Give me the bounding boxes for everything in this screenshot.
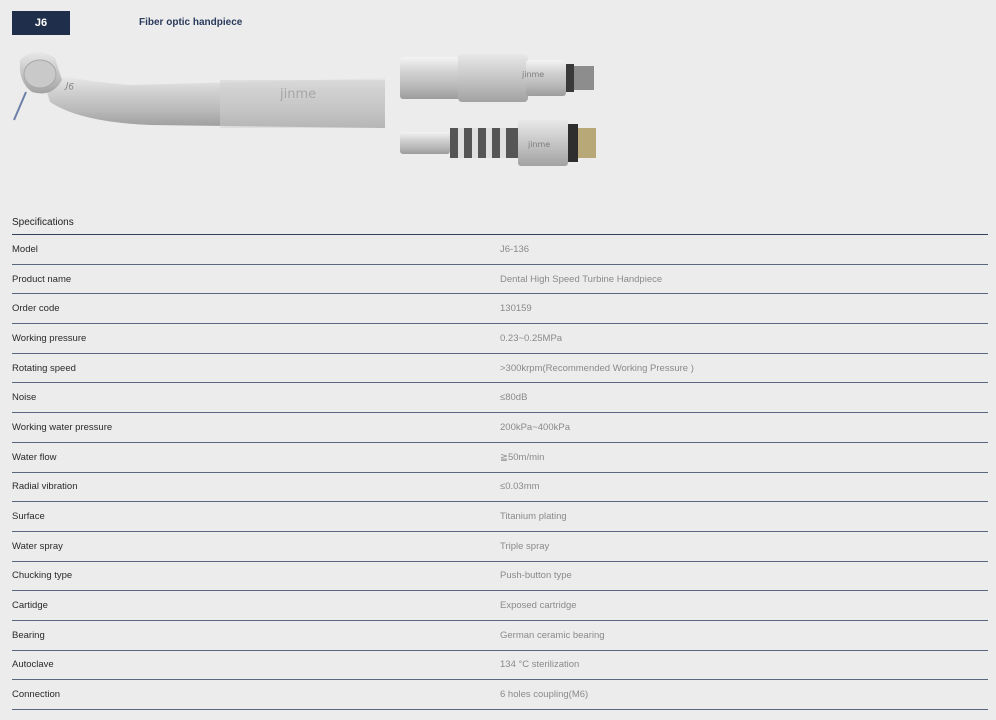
table-row	[12, 294, 988, 324]
spec-label: Cartidge	[12, 600, 48, 612]
table-row	[12, 621, 988, 651]
coupler-top	[400, 54, 594, 102]
spec-label: Working pressure	[12, 332, 87, 344]
spec-value: 134 °C sterilization	[500, 659, 580, 671]
handpiece-body	[14, 52, 385, 128]
spec-value: J6-136	[500, 243, 530, 255]
specifications-heading: Specifications	[12, 210, 988, 235]
spec-value: Triple spray	[500, 540, 550, 552]
spec-label: Noise	[12, 392, 37, 404]
table-row	[12, 562, 988, 592]
spec-value: 6 holes coupling(M6)	[500, 689, 589, 701]
table-row	[12, 473, 988, 503]
spec-label: Model	[12, 243, 38, 255]
model-badge	[12, 11, 70, 35]
model-badge-label: J6	[34, 17, 48, 29]
spec-label: Order code	[12, 303, 60, 315]
table-row	[12, 383, 988, 413]
spec-rows	[12, 235, 988, 710]
coupler-top-brand: jinme	[522, 70, 545, 79]
table-row	[12, 680, 988, 710]
spec-value: ≤80dB	[500, 392, 528, 404]
table-row	[12, 532, 988, 562]
handpiece-product-image	[10, 40, 610, 180]
spec-value: 130159	[500, 303, 532, 315]
table-row	[12, 443, 988, 473]
spec-value: ≧50m/min	[500, 451, 545, 463]
spec-value: Titanium plating	[500, 511, 567, 523]
spec-value: Dental High Speed Turbine Handpiece	[500, 273, 663, 285]
spec-label: Rotating speed	[12, 362, 76, 374]
table-row	[12, 354, 988, 384]
table-row	[12, 502, 988, 532]
spec-label: Autoclave	[12, 659, 54, 671]
table-row	[12, 265, 988, 295]
handpiece-model-mark: J6	[64, 81, 75, 94]
spec-value: 200kPa~400kPa	[500, 421, 570, 433]
table-row	[12, 324, 988, 354]
table-row	[12, 413, 988, 443]
spec-label: Working water pressure	[12, 421, 113, 433]
spec-label: Radial vibration	[12, 481, 78, 493]
spec-label: Water flow	[12, 451, 57, 463]
spec-label: Product name	[12, 273, 72, 285]
spec-value: Push-button type	[500, 570, 572, 582]
table-row	[12, 651, 988, 681]
spec-value: ≤0.03mm	[500, 481, 540, 493]
spec-label: Water spray	[12, 540, 63, 552]
table-row	[12, 591, 988, 621]
spec-label: Surface	[12, 511, 45, 523]
coupler-bottom-brand: jinme	[528, 140, 551, 149]
spec-label: Bearing	[12, 629, 45, 641]
spec-value: 0.23~0.25MPa	[500, 332, 563, 344]
spec-value: >300krpm(Recommended Working Pressure )	[500, 362, 694, 374]
handpiece-brand-mark: jinme	[280, 87, 317, 102]
product-title: Fiber optic handpiece	[139, 17, 243, 28]
spec-label: Connection	[12, 689, 61, 701]
specifications-table	[12, 210, 988, 710]
spec-label: Chucking type	[12, 570, 73, 582]
table-row	[12, 235, 988, 265]
spec-value: Exposed cartridge	[500, 600, 577, 612]
spec-value: German ceramic bearing	[500, 629, 605, 641]
coupler-bottom	[400, 120, 596, 166]
